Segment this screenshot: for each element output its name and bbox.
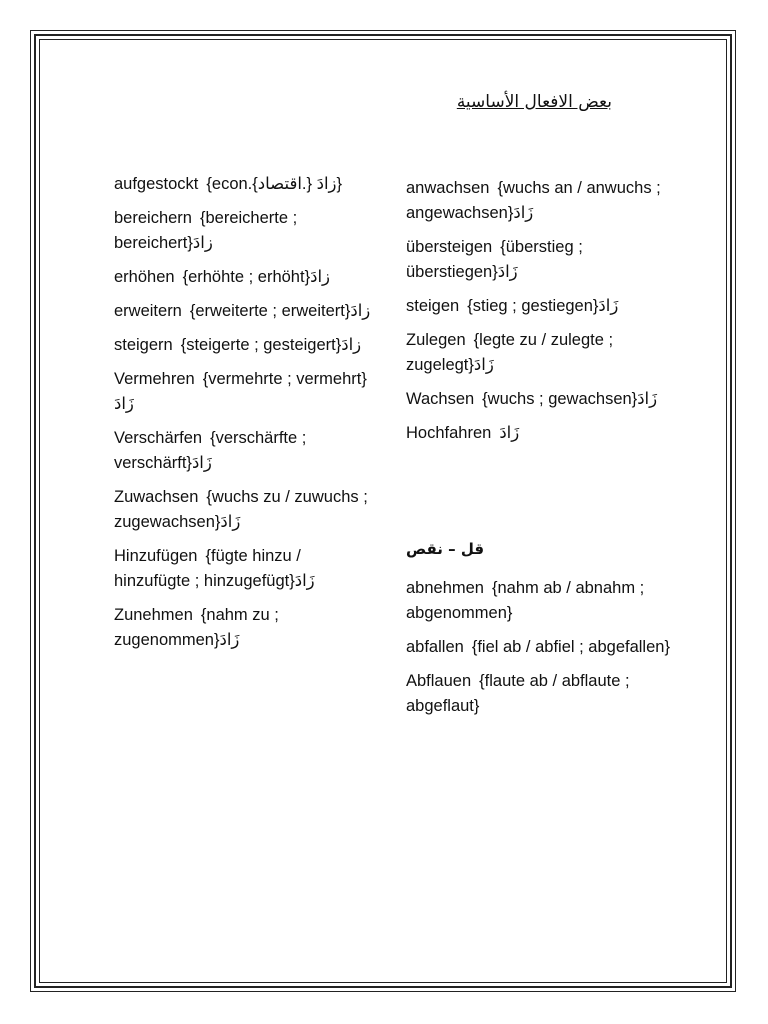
verb-term: abfallen xyxy=(406,638,464,656)
verb-term: erweitern xyxy=(114,302,182,320)
verb-term: steigen xyxy=(406,297,460,315)
verb-entry xyxy=(406,235,672,285)
verb-forms: {fiel ab / abfiel ; abgefallen} xyxy=(471,638,670,656)
verb-term: übersteigen xyxy=(406,238,493,256)
verb-term: Vermehren xyxy=(114,370,195,388)
section-heading-text: قل – نقص xyxy=(406,540,485,558)
verb-forms: {nahm zu ; zugenommen}زَادَ xyxy=(114,606,279,649)
verb-forms: {erweiterte ; erweitert}زادَ xyxy=(189,302,371,320)
verb-forms: زَادَ xyxy=(499,424,520,442)
verb-forms: {legte zu / zulegte ; zugelegt}زَادَ xyxy=(406,331,614,374)
verb-term: abnehmen xyxy=(406,579,484,597)
verb-forms: {wuchs zu / zuwuchs ; zugewachsen}زَادَ xyxy=(114,488,368,531)
verb-entry xyxy=(406,387,672,412)
verb-forms: {wuchs an / anwuchs ; angewachsen}زَادَ xyxy=(406,179,661,222)
verb-entry xyxy=(114,172,376,197)
verb-term: Abflauen xyxy=(406,672,472,690)
verb-entry xyxy=(406,635,672,660)
verb-forms: {econ.{اقتصاد.} زادَ} xyxy=(206,175,343,193)
verb-term: Zulegen xyxy=(406,331,466,349)
verb-entry xyxy=(114,265,376,290)
verb-term: Zuwachsen xyxy=(114,488,199,506)
verb-term: aufgestockt xyxy=(114,175,199,193)
verb-forms: {flaute ab / abflaute ; abgeflaut} xyxy=(406,672,630,715)
verb-forms: {verschärfte ; verschärft}زَادَ xyxy=(114,429,307,472)
verb-forms: {erhöhte ; erhöht}زادَ xyxy=(182,268,330,286)
verb-forms: {vermehrte ; vermehrt}زَادَ xyxy=(114,370,367,413)
verb-forms: {wuchs ; gewachsen}زَادَ xyxy=(482,390,658,408)
verb-forms: {fügte hinzu / hinzufügte ; hinzugefügt}زَادَ xyxy=(114,547,315,590)
verb-entry xyxy=(406,294,672,319)
verb-forms: {nahm ab / abnahm ; abgenommen} xyxy=(406,579,645,622)
verb-entry xyxy=(114,367,376,417)
verb-term: bereichern xyxy=(114,209,192,227)
verb-entry xyxy=(114,333,376,358)
verb-term: Hinzufügen xyxy=(114,547,198,565)
left-column xyxy=(114,172,376,662)
verb-term: Zunehmen xyxy=(114,606,193,624)
verb-forms: {steigerte ; gesteigert}زادَ xyxy=(180,336,362,354)
verb-entry xyxy=(406,669,672,719)
verb-forms: {bereicherte ; bereichert}زادَ xyxy=(114,209,298,252)
verb-term: Wachsen xyxy=(406,390,475,408)
verb-entry xyxy=(114,485,376,535)
section-heading xyxy=(406,537,672,562)
verb-entry xyxy=(114,544,376,594)
section-spacer xyxy=(406,455,672,537)
verb-entry xyxy=(406,421,672,446)
verb-forms: {überstieg ; überstiegen}زَادَ xyxy=(406,238,583,281)
verb-term: steigern xyxy=(114,336,173,354)
verb-entry xyxy=(114,426,376,476)
verb-term: Hochfahren xyxy=(406,424,492,442)
verb-entry xyxy=(406,576,672,626)
verb-term: Verschärfen xyxy=(114,429,203,447)
verb-forms: {stieg ; gestiegen}زَادَ xyxy=(467,297,619,315)
verb-entry xyxy=(114,206,376,256)
verb-entry xyxy=(114,603,376,653)
verb-entry xyxy=(406,176,672,226)
verb-entry xyxy=(406,328,672,378)
right-column xyxy=(406,176,672,728)
verb-term: anwachsen xyxy=(406,179,490,197)
page-title: بعض الافعال الأساسية xyxy=(456,92,612,112)
verb-term: erhöhen xyxy=(114,268,175,286)
verb-entry xyxy=(114,299,376,324)
